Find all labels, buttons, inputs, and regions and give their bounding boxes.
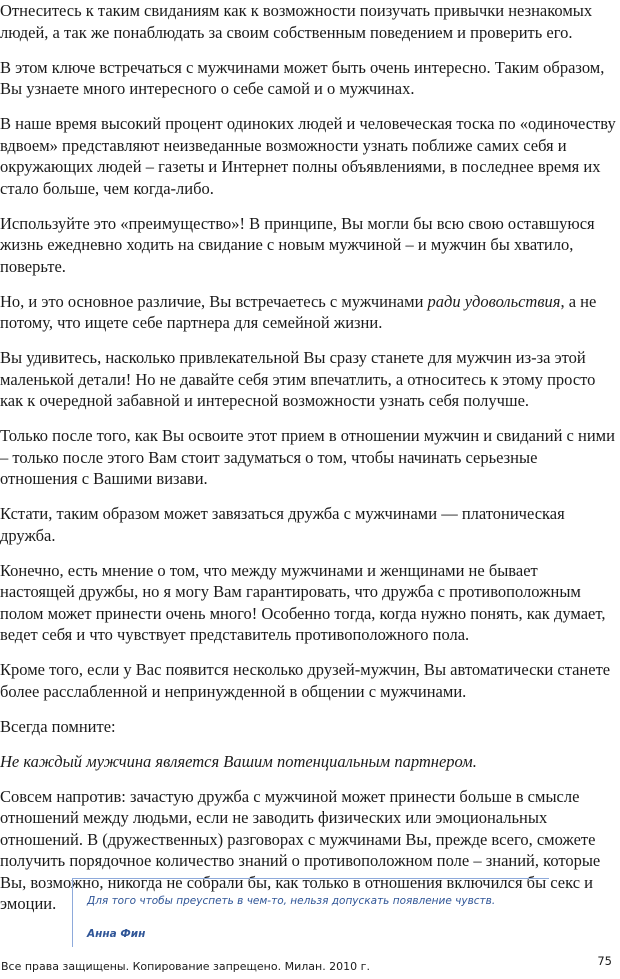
quote-author: Анна Фин [87,928,146,940]
paragraph-10: Кроме того, если у Вас появится несколько друзей-мужчин, Вы автоматически станете более расслабленной и непринужденной в общении с мужчинами. [0,660,611,701]
paragraph-2: В этом ключе встречаться с мужчинами может быть очень интересно. Таким образом, Вы узнаете много интересного о себе самой и о мужчинах. [0,57,605,98]
quote-text: Для того чтобы преуспеть в чем-то, нельзя допускать появление чувств. [87,895,496,907]
paragraph-13: Совсем напротив: зачастую дружба с мужчиной может принести больше в смысле отношений между людьми, если не заводить физических или эмоциональных отношений. В (дружественных) разговорах с мужчинами Вы, прежде всего, сможете получить порядочное количество знаний о противоположном поле – знаний, которые Вы, возможно, никогда не собрали бы, как только в отношения включился бы секс и эмоции. [0,786,601,913]
quote-box [72,878,549,947]
paragraph-5-start: Но, и это основное различие, Вы встречаетесь с мужчинами [0,291,428,311]
paragraph-1: Отнеситесь к таким свиданиям как к возможности поизучать привычки незнакомых людей, а так же понаблюдать за своим собственным поведением и проверить его. [0,1,593,42]
paragraph-9: Конечно, есть мнение о том, что между мужчинами и женщинами не бывает настоящей дружбы, но я могу Вам гарантировать, что дружба с противоположным полом может принести очень много! Особенно тогда, когда нужно понять, как думает, ведет себя и что чувствует представитель противоположного пола. [0,560,606,644]
italic-statement: Не каждый мужчина является Вашим потенциальным партнером. [0,751,477,771]
paragraph-5 [0,291,616,334]
page-number: 75 [597,954,612,968]
paragraph-5-end: , а не потому, что ищете себе партнера для семейной жизни. [0,291,597,332]
paragraph-7: Только после того, как Вы освоите этот прием в отношении мужчин и свиданий с ними – только после этого Вам стоит задуматься о том, чтобы начинать серьезные отношения с Вашими визави. [0,426,615,488]
footer-copyright: Все права защищены. Копирование запрещено. Милан. 2010 г. [1,960,370,973]
paragraph-6: Вы удивитесь, насколько привлекательной Вы сразу станете для мужчин из-за этой маленькой детали! Но не давайте себя этим впечатлить, а относитесь к этому просто как к очередной забавной и интересной возможности узнать себя получше. [0,348,596,410]
paragraph-4: Используйте это «преимущество»! В принципе, Вы могли бы всю свою оставшуюся жизнь ежедневно ходить на свидание с новым мужчиной – и мужчин бы хватило, поверьте. [0,213,595,276]
paragraph-8: Кстати, таким образом может завязаться дружба с мужчинами — платоническая дружба. [0,504,565,545]
paragraph-3: В наше время высокий процент одиноких людей и человеческая тоска по «одиночеству вдвоем» представляют неизведанные возможности узнать поближе самих себя и окружающих людей – газеты и Интернет полны объявлениями, в последнее время их стало больше, чем когда-либо. [0,114,616,198]
paragraph-11: Всегда помните: [0,716,116,736]
paragraph-5-emphasis: ради удовольствия [427,291,561,311]
